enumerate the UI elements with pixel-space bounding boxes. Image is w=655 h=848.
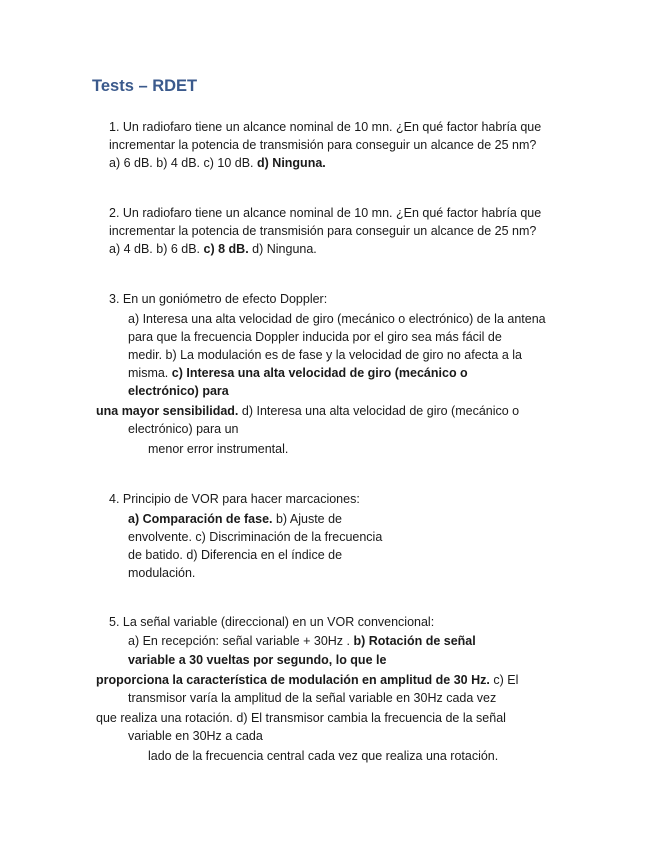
q3-line-1: 3. En un goniómetro de efecto Doppler: (109, 292, 328, 306)
q5-option-a: a) En recepción: señal variable + 30Hz . (128, 634, 350, 648)
q3-line-6 (128, 384, 229, 399)
q3-correct-answer: c) Interesa una alta velocidad de giro (mecánico o (171, 366, 468, 380)
q3-line-9: menor error instrumental. (148, 442, 289, 456)
q3-line-7 (96, 404, 519, 419)
q5-line-3 (128, 653, 386, 668)
page-title: Tests – RDET (92, 77, 198, 95)
q3-text: misma. (128, 366, 169, 380)
q5-line-6: que realiza una rotación. d) El transmisor cambia la frecuencia de la señal (96, 711, 506, 725)
q5-line-7: variable en 30Hz a cada (128, 729, 263, 743)
q3-option-d: d) Interesa una alta velocidad de giro (mecánico o (241, 404, 520, 418)
q1-correct-answer: d) Ninguna. (257, 156, 326, 170)
q5-option-c: c) El (493, 673, 519, 687)
q3-line-8: electrónico) para un (128, 422, 239, 436)
q3-line-3: para que la frecuencia Doppler inducida por el giro sea más fácil de (128, 330, 502, 344)
q3-correct-answer-cont: electrónico) para (128, 384, 229, 398)
q2-correct-answer: c) 8 dB. (203, 242, 249, 256)
q5-correct-answer-end: proporciona la característica de modulación en amplitud de 30 Hz. (96, 673, 490, 687)
q1-options: a) 6 dB. b) 4 dB. c) 10 dB. (109, 156, 254, 170)
q4-line-2 (128, 512, 342, 527)
q2-option-d: d) Ninguna. (252, 242, 317, 256)
q4-line-4: de batido. d) Diferencia en el índice de (128, 548, 343, 562)
q5-line-8: lado de la frecuencia central cada vez que realiza una rotación. (148, 749, 499, 763)
q2-line-3 (109, 242, 317, 257)
q4-correct-answer: a) Comparación de fase. (128, 512, 273, 526)
q3-line-5 (128, 366, 468, 381)
q4-option-b: b) Ajuste de (275, 512, 342, 526)
q5-line-1: 5. La señal variable (direccional) en un VOR convencional: (109, 615, 435, 629)
q1-line-3 (109, 156, 326, 171)
q3-line-2: a) Interesa una alta velocidad de giro (mecánico o electrónico) de la antena (128, 312, 546, 326)
q5-correct-answer: b) Rotación de señal (353, 634, 476, 648)
q3-correct-answer-end: una mayor sensibilidad. (96, 404, 239, 418)
q5-correct-answer-cont: variable a 30 vueltas por segundo, lo que le (128, 653, 387, 667)
q2-options: a) 4 dB. b) 6 dB. (109, 242, 201, 256)
q2-line-2: incrementar la potencia de transmisión para conseguir un alcance de 25 nm? (109, 224, 537, 238)
q1-line-1: 1. Un radiofaro tiene un alcance nominal de 10 mn. ¿En qué factor habría que (109, 120, 542, 134)
q1-line-2: incrementar la potencia de transmisión para conseguir un alcance de 25 nm? (109, 138, 537, 152)
q5-line-5: transmisor varía la amplitud de la señal variable en 30Hz cada vez (128, 691, 497, 705)
q4-line-3: envolvente. c) Discriminación de la frecuencia (128, 530, 383, 544)
q3-line-4: medir. b) La modulación es de fase y la velocidad de giro no afecta a la (128, 348, 522, 362)
q2-line-1: 2. Un radiofaro tiene un alcance nominal de 10 mn. ¿En qué factor habría que (109, 206, 542, 220)
q5-line-2 (128, 634, 476, 649)
q4-line-5: modulación. (128, 566, 196, 580)
q4-line-1: 4. Principio de VOR para hacer marcaciones: (109, 492, 360, 506)
q5-line-4 (96, 673, 518, 688)
